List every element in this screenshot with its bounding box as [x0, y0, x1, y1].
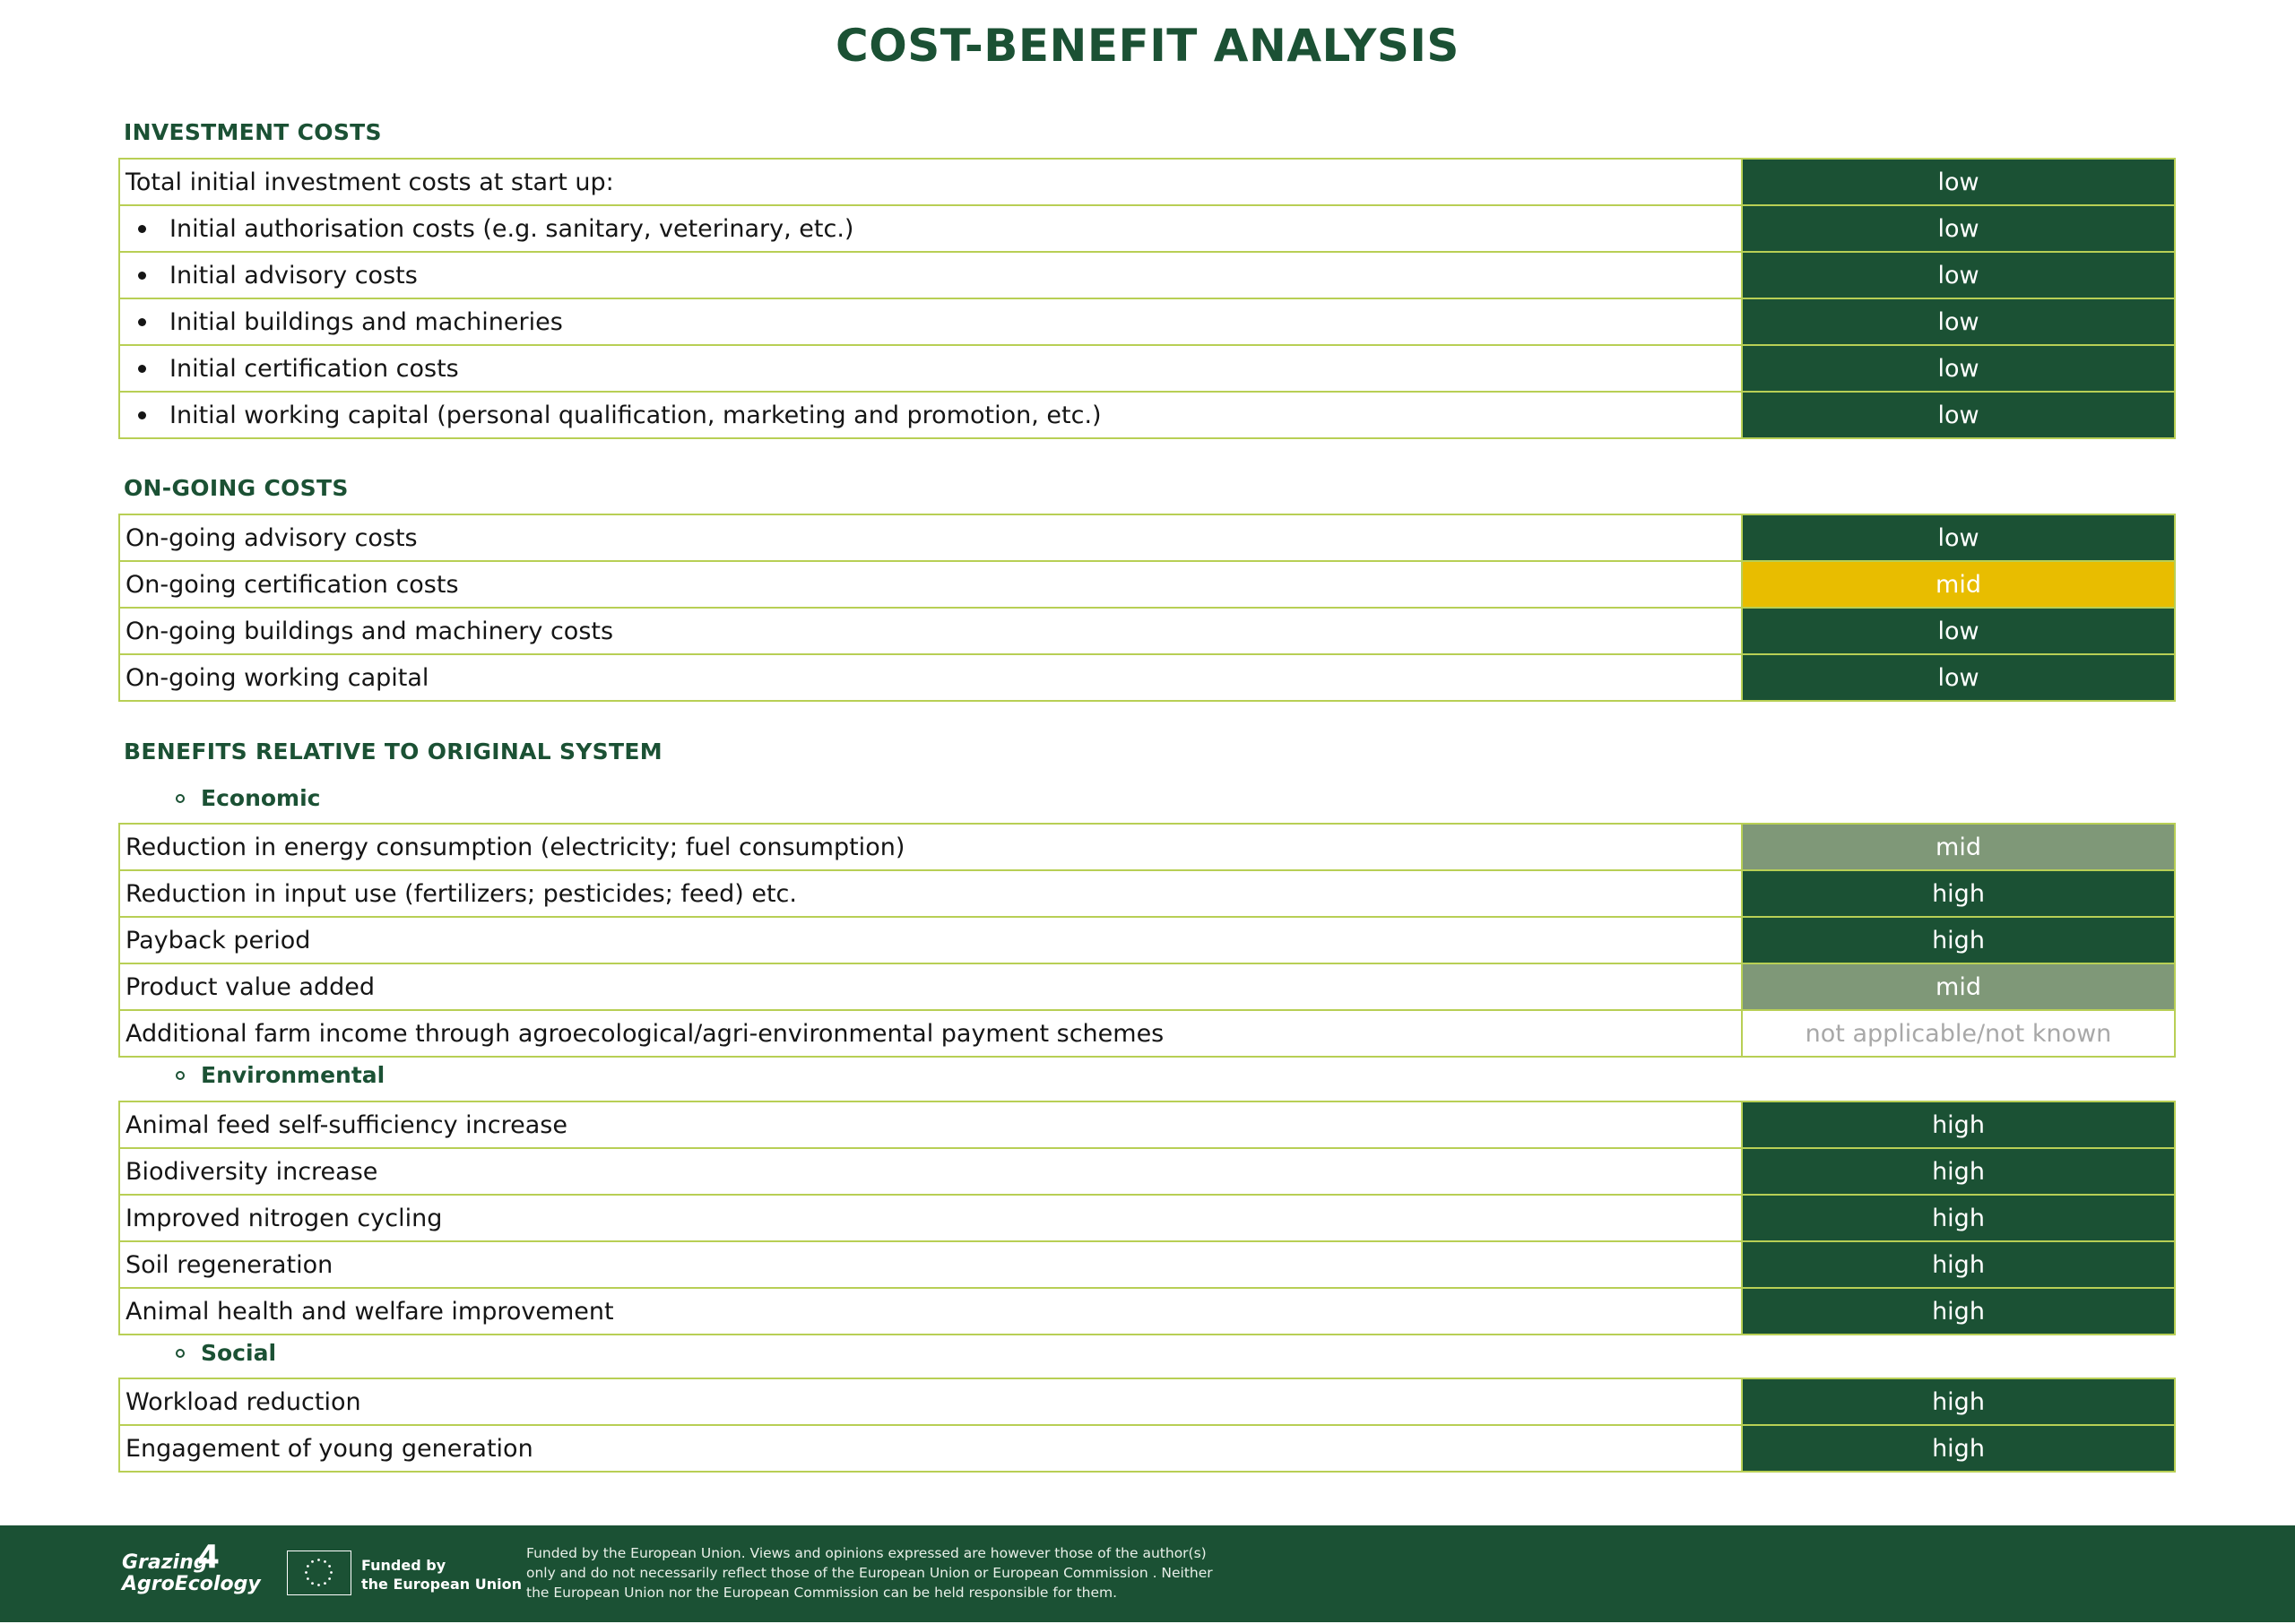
row-label: Payback period — [120, 918, 1743, 963]
table-row — [120, 963, 2174, 1009]
social-subheading: Social — [176, 1340, 276, 1366]
row-label: Additional farm income through agroecological/agri-environmental payment schemes — [120, 1011, 1743, 1056]
row-label: On-going advisory costs — [120, 515, 1743, 560]
rating-cell: low — [1743, 515, 2174, 560]
table-row — [120, 344, 2174, 391]
row-label: Workload reduction — [120, 1379, 1743, 1424]
row-label: Biodiversity increase — [120, 1149, 1743, 1194]
table-row — [120, 298, 2174, 344]
table-row — [120, 1147, 2174, 1194]
table-row — [120, 653, 2174, 700]
table-row — [120, 607, 2174, 653]
benefits-heading: BENEFITS RELATIVE TO ORIGINAL SYSTEM — [124, 739, 663, 764]
table-row — [120, 825, 2174, 869]
bullet-icon — [138, 272, 146, 280]
bullet-icon — [138, 411, 146, 419]
table-row — [120, 869, 2174, 916]
rating-cell: low — [1743, 206, 2174, 251]
rating-cell: low — [1743, 609, 2174, 653]
rating-cell: high — [1743, 918, 2174, 963]
row-label: Reduction in energy consumption (electricity; fuel consumption) — [120, 825, 1743, 869]
grazing-agroecology-logo: Grazing AgroEcology 4 — [122, 1539, 261, 1595]
table-row — [120, 1424, 2174, 1471]
row-label: Initial advisory costs — [169, 261, 418, 289]
table-row — [120, 251, 2174, 298]
table-row — [120, 391, 2174, 437]
rating-cell: not applicable/not known — [1743, 1011, 2174, 1056]
bullet-icon — [138, 225, 146, 233]
table-row — [120, 1287, 2174, 1334]
funding-disclaimer: Funded by the European Union. Views and opinions expressed are however those of the author(s) only and do not necessarily reflect those of the European Union or European Commission . Neither the European Union nor the European Commission can be held responsible for them. — [526, 1545, 1213, 1601]
investment-costs-table — [118, 158, 2176, 439]
eu-flag-icon — [287, 1551, 351, 1595]
table-row — [120, 1102, 2174, 1147]
table-row — [120, 1379, 2174, 1424]
rating-cell: low — [1743, 160, 2174, 204]
rating-cell: low — [1743, 393, 2174, 437]
circle-bullet-icon — [176, 1071, 185, 1080]
row-label: On-going buildings and machinery costs — [120, 609, 1743, 653]
table-row — [120, 204, 2174, 251]
rating-cell: high — [1743, 1196, 2174, 1240]
row-label: On-going certification costs — [120, 562, 1743, 607]
footer — [0, 1525, 2295, 1622]
row-label: Animal feed self-sufficiency increase — [120, 1102, 1743, 1147]
table-row — [120, 515, 2174, 560]
row-label: Soil regeneration — [120, 1242, 1743, 1287]
social-benefits-table — [118, 1378, 2176, 1473]
row-label: Engagement of young generation — [120, 1426, 1743, 1471]
row-label: Total initial investment costs at start up: — [120, 160, 1743, 204]
rating-cell: low — [1743, 299, 2174, 344]
table-row — [120, 1194, 2174, 1240]
bullet-icon — [138, 365, 146, 373]
table-row — [120, 560, 2174, 607]
row-label: Initial authorisation costs (e.g. sanitary, veterinary, etc.) — [169, 214, 854, 243]
rating-cell: high — [1743, 1379, 2174, 1424]
rating-cell: low — [1743, 253, 2174, 298]
economic-benefits-table — [118, 823, 2176, 1058]
rating-cell: low — [1743, 655, 2174, 700]
rating-cell: high — [1743, 1242, 2174, 1287]
environmental-benefits-table — [118, 1101, 2176, 1335]
rating-cell: high — [1743, 1289, 2174, 1334]
table-row — [120, 1009, 2174, 1056]
page-title: COST-BENEFIT ANALYSIS — [836, 20, 1459, 72]
row-label: Improved nitrogen cycling — [120, 1196, 1743, 1240]
rating-cell: high — [1743, 1149, 2174, 1194]
rating-cell: high — [1743, 1102, 2174, 1147]
rating-cell: mid — [1743, 562, 2174, 607]
ongoing-costs-table — [118, 514, 2176, 702]
table-row — [120, 1240, 2174, 1287]
bullet-icon — [138, 318, 146, 326]
table-row — [120, 916, 2174, 963]
row-label: Animal health and welfare improvement — [120, 1289, 1743, 1334]
rating-cell: low — [1743, 346, 2174, 391]
table-row — [120, 160, 2174, 204]
row-label: Initial certification costs — [169, 354, 459, 383]
rating-cell: high — [1743, 871, 2174, 916]
circle-bullet-icon — [176, 1349, 185, 1358]
rating-cell: mid — [1743, 825, 2174, 869]
eu-funding-label: Funded by the European Union — [361, 1557, 522, 1593]
row-label: Reduction in input use (fertilizers; pesticides; feed) etc. — [120, 871, 1743, 916]
rating-cell: high — [1743, 1426, 2174, 1471]
row-label: Initial buildings and machineries — [169, 307, 563, 336]
circle-bullet-icon — [176, 794, 185, 803]
row-label: On-going working capital — [120, 655, 1743, 700]
economic-subheading: Economic — [176, 785, 320, 811]
ongoing-costs-heading: ON-GOING COSTS — [124, 475, 349, 501]
rating-cell: mid — [1743, 964, 2174, 1009]
row-label: Initial working capital (personal qualification, marketing and promotion, etc.) — [169, 401, 1102, 429]
investment-costs-heading: INVESTMENT COSTS — [124, 119, 382, 145]
environmental-subheading: Environmental — [176, 1062, 385, 1088]
row-label: Product value added — [120, 964, 1743, 1009]
